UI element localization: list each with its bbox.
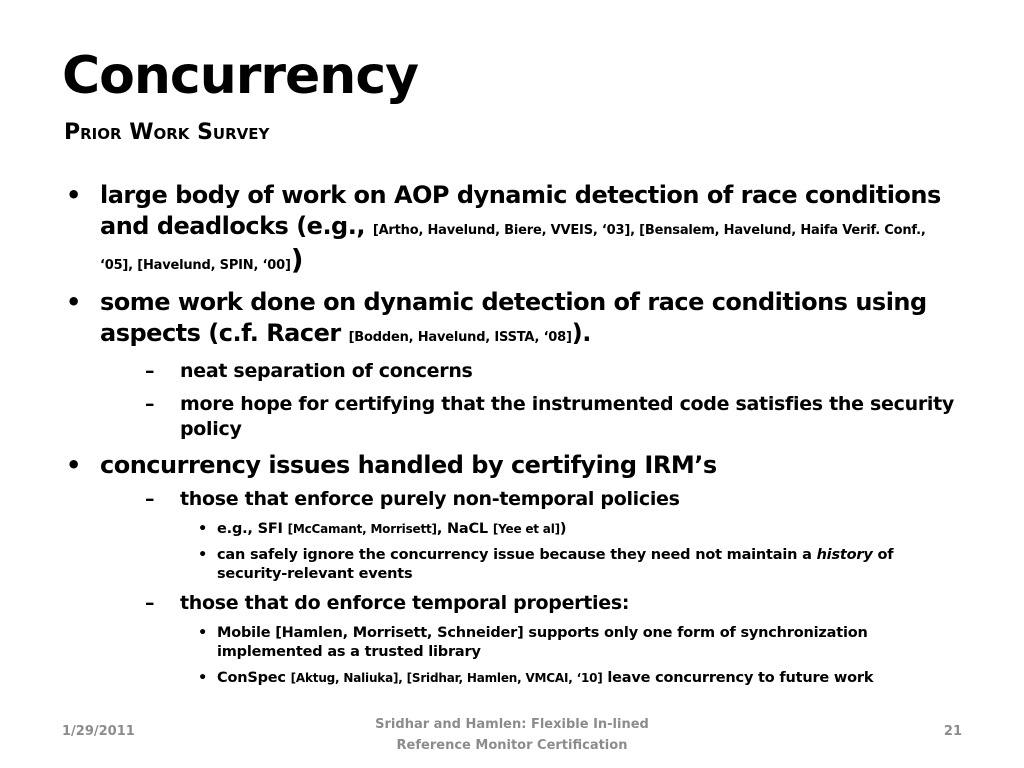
dash-marker: – — [145, 360, 155, 382]
bullet-marker: • — [198, 521, 208, 537]
emphasis-history: history — [816, 547, 873, 563]
item-text: leave concurrency to future work — [602, 670, 874, 686]
item-text: of security-relevant events — [217, 547, 894, 582]
item-mobile — [190, 624, 962, 662]
dash-marker: – — [145, 393, 155, 415]
slide-content — [62, 180, 962, 695]
sub-bullet-certifying-hope — [145, 392, 962, 442]
bullet-text: concurrency issues handled by certifying IRM’s — [100, 451, 717, 479]
bullet-marker: • — [66, 181, 81, 209]
sub-bullet-text: those that do enforce temporal properties: — [180, 592, 630, 614]
bullet-marker: • — [198, 625, 208, 641]
item-sfi-nacl — [190, 520, 962, 539]
footer-date: 1/29/2011 — [62, 724, 135, 739]
item-text: ConSpec — [217, 670, 291, 686]
bullet-text: some work done on dynamic detection of race conditions using aspects (c.f. Racer — [100, 288, 927, 347]
slide-number: 21 — [943, 724, 962, 739]
item-text: e.g., SFI — [217, 521, 288, 537]
bullet-marker: • — [198, 547, 208, 563]
sub-bullet-text: those that enforce purely non-temporal policies — [180, 488, 680, 510]
item-text: ) — [559, 521, 567, 537]
closing-paren: ) — [290, 243, 303, 276]
citation: [McCamant, Morrisett] — [287, 522, 437, 536]
footer-title — [362, 714, 662, 756]
footer-title-line: Reference Monitor Certification — [396, 738, 628, 753]
citation: [Artho, Havelund, Biere, VVEIS, ‘03], [Bensalem, Havelund, Haifa Verif. Conf., ‘05], [Havelund, SPIN, ‘00] — [100, 223, 926, 273]
item-text: , NaCL — [436, 521, 493, 537]
sub-bullet-non-temporal — [145, 487, 962, 512]
item-ignore-concurrency — [190, 546, 962, 584]
bullet-racer — [62, 287, 962, 353]
bullet-text: large body of work on AOP dynamic detection of race conditions and deadlocks (e.g., — [100, 181, 941, 240]
bullet-certifying-irms — [62, 450, 962, 481]
bullet-marker: • — [198, 670, 208, 686]
sub-bullet-text: more hope for certifying that the instrumented code satisfies the security policy — [180, 393, 954, 440]
bullet-aop-detection — [62, 180, 962, 281]
item-conspec — [190, 669, 962, 688]
bullet-marker: • — [66, 451, 81, 479]
dash-marker: – — [145, 488, 155, 510]
citation: [Bodden, Havelund, ISSTA, ‘08] — [348, 330, 572, 345]
item-text: Mobile [Hamlen, Morrisett, Schneider] supports only one form of synchronization implemented as a trusted library — [217, 625, 868, 660]
slide-title: Concurrency — [62, 46, 419, 106]
closing-paren: ). — [571, 319, 591, 347]
bullet-marker: • — [66, 288, 81, 316]
dash-marker: – — [145, 592, 155, 614]
sub-bullet-temporal — [145, 591, 962, 616]
citation: [Yee et al] — [492, 522, 560, 536]
footer-title-line: Sridhar and Hamlen: Flexible In-lined — [375, 717, 649, 732]
slide-subtitle: Prior Work Survey — [64, 120, 270, 145]
sub-bullet-text: neat separation of concerns — [180, 360, 473, 382]
citation: [Aktug, Naliuka], [Sridhar, Hamlen, VMCAI, ‘10] — [290, 671, 603, 685]
sub-bullet-separation — [145, 359, 962, 384]
item-text: can safely ignore the concurrency issue because they need not maintain a — [217, 547, 817, 563]
